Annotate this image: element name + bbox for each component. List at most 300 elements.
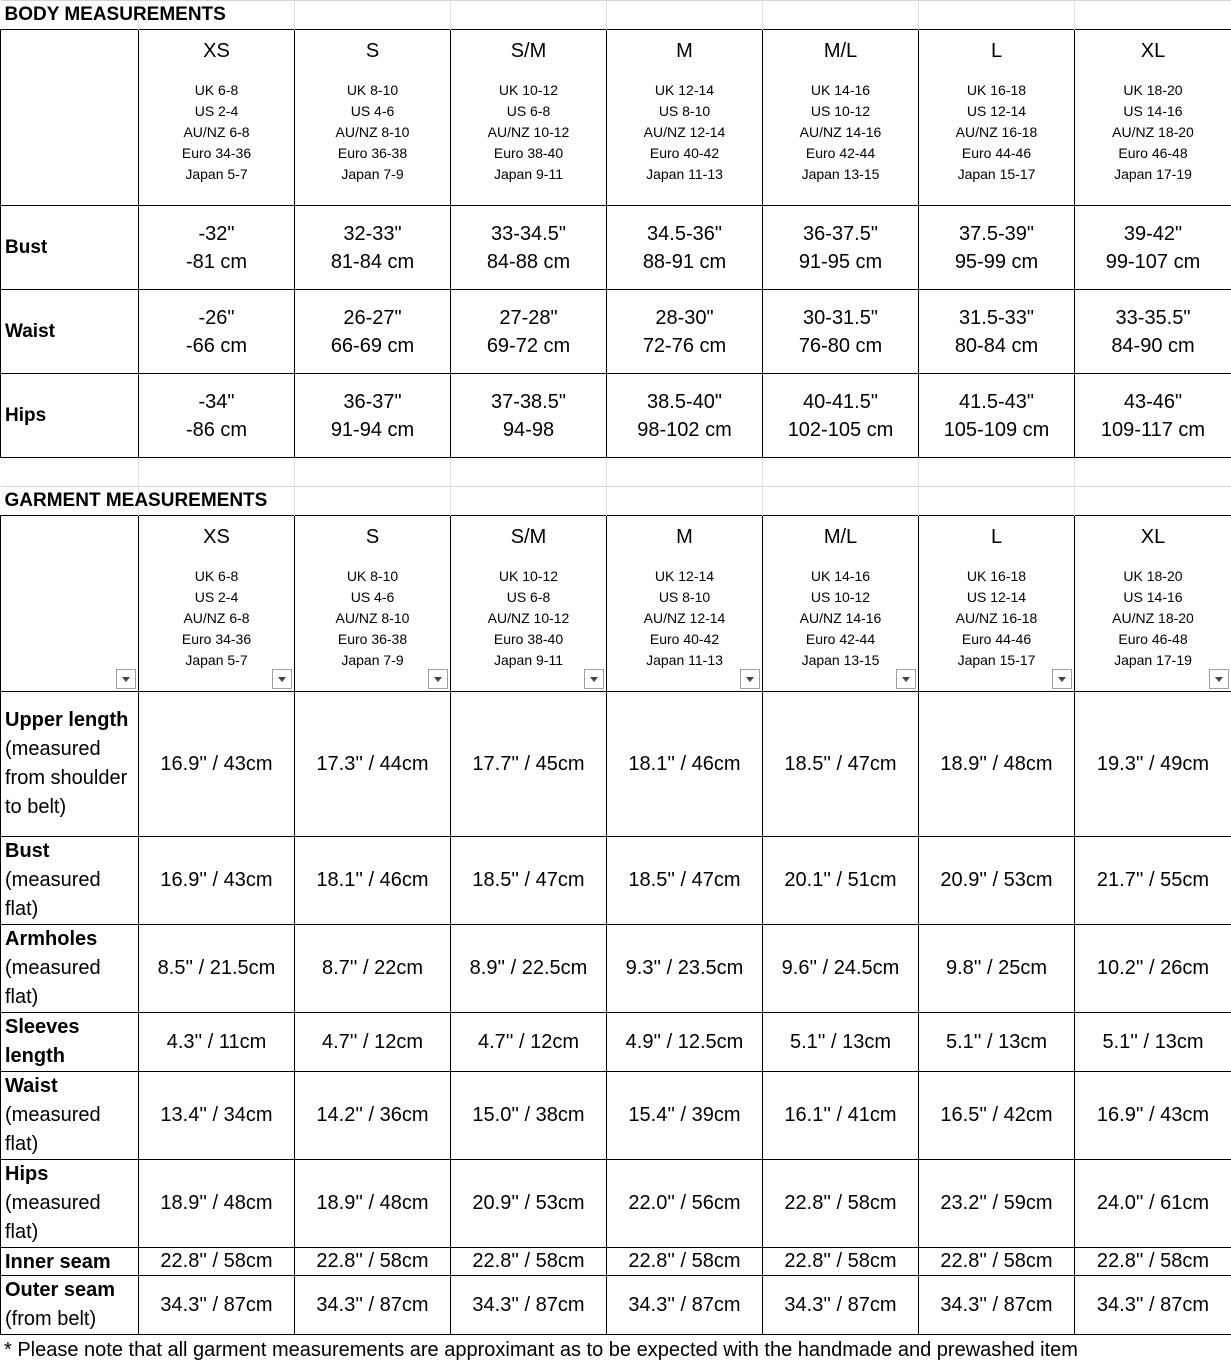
size-conversions [763, 80, 918, 185]
size-conversion-line: Japan 5-7 [185, 652, 248, 668]
size-conversion-line: AU/NZ 16-18 [955, 124, 1038, 140]
measurement-cell: 34.3'' / 87cm [607, 1276, 763, 1335]
measurement-value: 34.5-36" [647, 222, 722, 245]
measurement-value: 26-27" [343, 306, 402, 329]
measurement-value: 109-117 cm [1100, 418, 1206, 441]
size-header-cell [295, 516, 451, 692]
empty-cell [919, 1, 1075, 30]
size-conversion-line: Euro 38-40 [493, 145, 564, 161]
row-label [1, 1013, 139, 1072]
measurement-cell: 18.5'' / 47cm [763, 692, 919, 837]
empty-cell [919, 487, 1075, 516]
measurement-cell: 34.3'' / 87cm [763, 1276, 919, 1335]
measurement-cell: 20.9'' / 53cm [451, 1160, 607, 1248]
row-label-note: flat) [5, 1133, 39, 1155]
chevron-down-icon [902, 677, 910, 682]
size-conversion-line: UK 12-14 [654, 568, 715, 584]
size-conversion-line: Japan 17-19 [1114, 652, 1192, 668]
row-label [1, 1160, 139, 1248]
size-conversion-line: US 12-14 [966, 589, 1027, 605]
measurement-cell: 22.0'' / 56cm [607, 1160, 763, 1248]
size-conversion-line: AU/NZ 10-12 [487, 124, 570, 140]
size-conversions [451, 566, 606, 671]
size-name: S [365, 40, 380, 62]
measurement-cell [607, 206, 763, 290]
size-conversion-line: Japan 17-19 [1114, 166, 1192, 182]
empty-cell [451, 487, 607, 516]
measurement-cell [919, 374, 1075, 458]
measurement-cell: 23.2'' / 59cm [919, 1160, 1075, 1248]
size-conversion-line: Euro 46-48 [1118, 631, 1188, 647]
size-name: M [676, 40, 693, 62]
row-label [1, 1276, 139, 1335]
size-conversion-line: US 2-4 [194, 103, 239, 119]
size-name: M/L [823, 526, 858, 548]
measurement-cell: 18.9'' / 48cm [919, 692, 1075, 837]
measurement-value: -81 cm [185, 250, 248, 273]
row-label [1, 692, 139, 837]
size-header-cell [139, 30, 295, 206]
header-corner-cell [1, 516, 139, 692]
size-name: XL [1140, 526, 1166, 548]
row-label-note: flat) [5, 898, 39, 920]
size-conversion-line: AU/NZ 12-14 [643, 610, 726, 626]
measurement-cell: 5.1'' / 13cm [919, 1013, 1075, 1072]
filter-dropdown-button[interactable] [1052, 669, 1072, 689]
measurement-cell: 4.3'' / 11cm [139, 1013, 295, 1072]
size-conversion-line: US 8-10 [658, 103, 711, 119]
size-conversion-line: Japan 9-11 [493, 166, 563, 182]
size-conversion-line: UK 6-8 [194, 568, 239, 584]
size-conversion-line: US 10-12 [810, 103, 871, 119]
size-name: XS [203, 526, 230, 548]
measurement-cell: 4.7'' / 12cm [451, 1013, 607, 1072]
size-name: L [990, 40, 1003, 62]
measurement-value: 84-90 cm [1111, 334, 1195, 357]
measurement-value: 91-94 cm [330, 418, 415, 441]
size-conversion-line: Euro 46-48 [1118, 145, 1188, 161]
garment-measurement-row [1, 1013, 1231, 1072]
filter-dropdown-button[interactable] [272, 669, 292, 689]
size-conversion-line: AU/NZ 18-20 [1112, 610, 1194, 626]
measurement-cell: 14.2'' / 36cm [295, 1072, 451, 1160]
size-conversion-line: Japan 15-17 [957, 652, 1036, 668]
row-label-title: Inner seam [5, 1250, 111, 1273]
empty-cell [1075, 1, 1231, 30]
size-conversion-line: UK 8-10 [346, 82, 399, 98]
size-header-cell [607, 516, 763, 692]
size-conversions [1075, 80, 1231, 185]
size-conversion-line: US 14-16 [1123, 103, 1183, 119]
measurement-cell [1075, 374, 1231, 458]
row-label [1, 837, 139, 925]
size-conversions [919, 566, 1074, 671]
measurement-cell [295, 290, 451, 374]
measurement-cell: 34.3'' / 87cm [139, 1276, 295, 1335]
chevron-down-icon [1215, 677, 1223, 682]
row-label-note: (measured [5, 1104, 101, 1126]
row-label-note: from shoulder [5, 767, 128, 789]
measurement-cell [1075, 290, 1231, 374]
size-conversion-line: UK 6-8 [194, 82, 239, 98]
row-label-note: (measured [5, 738, 101, 760]
measurement-cell: 8.9'' / 22.5cm [451, 925, 607, 1013]
size-conversion-line: UK 16-18 [966, 82, 1027, 98]
size-header-cell [919, 30, 1075, 206]
header-corner-cell [1, 30, 139, 206]
measurement-value: 33-34.5" [491, 222, 566, 245]
size-conversion-line: Japan 11-13 [646, 166, 723, 182]
size-name: S/M [510, 40, 547, 62]
size-conversion-line: Euro 40-42 [649, 145, 720, 161]
measurement-cell: 18.5'' / 47cm [451, 837, 607, 925]
size-conversion-line: Japan 13-15 [801, 166, 880, 182]
size-header-cell [451, 30, 607, 206]
size-conversion-line: UK 16-18 [966, 568, 1027, 584]
garment-measurement-row [1, 692, 1231, 837]
measurement-cell: 9.6'' / 24.5cm [763, 925, 919, 1013]
garment-measurements-title-row [1, 487, 1231, 516]
measurement-cell: 9.8'' / 25cm [919, 925, 1075, 1013]
measurement-cell: 16.1'' / 41cm [763, 1072, 919, 1160]
measurement-cell [295, 374, 451, 458]
empty-cell [295, 458, 451, 487]
size-header-cell [1075, 30, 1231, 206]
size-conversion-line: Euro 34-36 [181, 145, 252, 161]
measurement-value: 31.5-33" [959, 306, 1034, 329]
size-conversion-line: Japan 5-7 [185, 166, 248, 182]
size-conversion-line: Euro 40-42 [649, 631, 720, 647]
measurement-cell: 20.9'' / 53cm [919, 837, 1075, 925]
measurement-cell [451, 206, 607, 290]
measurement-cell [763, 206, 919, 290]
size-name: M [676, 526, 693, 548]
size-conversion-line: AU/NZ 14-16 [799, 610, 882, 626]
size-conversion-line: US 4-6 [350, 103, 395, 119]
measurement-value: 37.5-39" [959, 222, 1034, 245]
measurement-cell: 16.9'' / 43cm [1075, 1072, 1231, 1160]
size-header-cell [451, 516, 607, 692]
measurement-value: 30-31.5" [803, 306, 878, 329]
measurement-cell [607, 290, 763, 374]
empty-cell [139, 458, 295, 487]
footnote: * Please note that all garment measurements are approximant as to be expected with the handmade and prewashed item [4, 1339, 1078, 1361]
measurement-cell: 17.3'' / 44cm [295, 692, 451, 837]
size-conversion-line: US 2-4 [194, 589, 239, 605]
row-label-title: Waist [5, 1075, 58, 1097]
size-conversion-line: UK 18-20 [1123, 82, 1183, 98]
measurement-cell: 22.8'' / 58cm [607, 1248, 763, 1276]
size-name: L [990, 526, 1003, 548]
size-conversion-line: Japan 11-13 [646, 652, 723, 668]
empty-cell [919, 458, 1075, 487]
size-name: S [365, 526, 380, 548]
measurement-value: 38.5-40" [647, 390, 722, 413]
empty-cell [607, 487, 763, 516]
size-conversion-line: Euro 42-44 [805, 145, 876, 161]
size-conversions [139, 80, 294, 185]
empty-cell [1075, 458, 1231, 487]
size-conversion-line: Euro 42-44 [805, 631, 876, 647]
empty-cell [607, 458, 763, 487]
filter-dropdown-button[interactable] [584, 669, 604, 689]
measurement-value: 27-28" [499, 306, 558, 329]
size-header-cell [763, 30, 919, 206]
measurement-value: 66-69 cm [330, 334, 415, 357]
measurement-value: 94-98 [502, 418, 555, 441]
measurement-value: 98-102 cm [637, 418, 732, 441]
size-header-cell [763, 516, 919, 692]
measurement-cell: 22.8'' / 58cm [763, 1248, 919, 1276]
size-conversion-line: UK 14-16 [810, 568, 871, 584]
size-conversions [139, 566, 294, 671]
size-conversion-line: US 12-14 [966, 103, 1027, 119]
measurement-cell [295, 206, 451, 290]
measurement-value: -34" [198, 390, 235, 413]
measurement-value: 95-99 cm [954, 250, 1039, 273]
size-conversion-line: Japan 7-9 [341, 166, 404, 182]
measurement-cell: 8.7'' / 22cm [295, 925, 451, 1013]
size-conversion-line: Euro 36-38 [337, 631, 408, 647]
size-conversions [607, 566, 762, 671]
size-header-cell [295, 30, 451, 206]
size-conversion-line: US 10-12 [810, 589, 871, 605]
size-conversion-line: Japan 9-11 [493, 652, 563, 668]
measurement-value: 37-38.5" [491, 390, 566, 413]
empty-cell [1, 458, 139, 487]
size-header-cell [607, 30, 763, 206]
measurement-value: 36-37" [343, 390, 402, 413]
measurement-cell: 17.7'' / 45cm [451, 692, 607, 837]
filter-dropdown-button[interactable] [896, 669, 916, 689]
row-label: Waist [1, 290, 139, 374]
measurement-cell: 24.0'' / 61cm [1075, 1160, 1231, 1248]
measurement-value: 36-37.5" [803, 222, 878, 245]
spacer-row [1, 458, 1231, 487]
empty-cell [451, 1, 607, 30]
empty-cell [763, 458, 919, 487]
row-label [1, 1072, 139, 1160]
size-conversion-line: Euro 44-46 [961, 145, 1032, 161]
size-conversion-line: Euro 34-36 [181, 631, 252, 647]
measurement-cell [139, 206, 295, 290]
row-label-title: Armholes [5, 928, 98, 950]
size-conversion-line: UK 18-20 [1123, 568, 1183, 584]
measurement-cell [451, 374, 607, 458]
size-conversion-line: US 6-8 [506, 589, 551, 605]
size-conversion-line: US 4-6 [350, 589, 395, 605]
row-label [1, 1248, 139, 1276]
measurement-value: 88-91 cm [642, 250, 727, 273]
measurement-value: 69-72 cm [486, 334, 571, 357]
row-label [1, 925, 139, 1013]
body-measurement-row [1, 374, 1231, 458]
filter-dropdown-button[interactable] [1209, 669, 1229, 689]
measurement-cell: 15.0'' / 38cm [451, 1072, 607, 1160]
body-size-header-row [1, 30, 1231, 206]
measurement-cell: 22.8'' / 58cm [139, 1248, 295, 1276]
filter-dropdown-button[interactable] [116, 669, 136, 689]
measurement-value: 84-88 cm [486, 250, 571, 273]
row-label-note: (measured [5, 957, 101, 979]
size-conversion-line: Japan 15-17 [957, 166, 1036, 182]
measurement-cell: 4.9'' / 12.5cm [607, 1013, 763, 1072]
empty-cell [763, 1, 919, 30]
chevron-down-icon [590, 677, 598, 682]
row-label-note: (measured [5, 1192, 101, 1214]
measurement-value: 41.5-43" [959, 390, 1034, 413]
size-conversion-line: Euro 44-46 [961, 631, 1032, 647]
row-label-title: Upper length [5, 709, 129, 731]
garment-measurement-row [1, 1248, 1231, 1276]
size-conversions [919, 80, 1074, 185]
measurement-value: -86 cm [185, 418, 248, 441]
measurement-cell [139, 290, 295, 374]
measurement-cell [139, 374, 295, 458]
measurement-cell: 18.1'' / 46cm [295, 837, 451, 925]
measurement-value: 102-105 cm [787, 418, 894, 441]
size-conversions [295, 80, 450, 185]
measurement-cell: 19.3'' / 49cm [1075, 692, 1231, 837]
garment-measurements-title: GARMENT MEASUREMENTS [1, 487, 139, 516]
size-conversions [1075, 566, 1231, 671]
row-label-title: Hips [5, 1163, 49, 1185]
body-measurement-row [1, 290, 1231, 374]
size-conversion-line: US 6-8 [506, 103, 551, 119]
measurement-cell: 5.1'' / 13cm [763, 1013, 919, 1072]
measurement-cell [919, 206, 1075, 290]
measurement-value: 43-46" [1123, 390, 1183, 413]
measurement-cell: 20.1'' / 51cm [763, 837, 919, 925]
measurement-cell: 22.8'' / 58cm [295, 1248, 451, 1276]
measurement-cell: 13.4'' / 34cm [139, 1072, 295, 1160]
measurement-cell: 18.9'' / 48cm [295, 1160, 451, 1248]
row-label-title: Sleeves length [5, 1016, 80, 1067]
measurement-cell: 34.3'' / 87cm [1075, 1276, 1231, 1335]
measurement-value: 28-30" [655, 306, 714, 329]
row-label-note: (measured [5, 869, 101, 891]
measurement-cell [763, 290, 919, 374]
garment-measurement-row [1, 1072, 1231, 1160]
size-header-cell [139, 516, 295, 692]
size-conversion-line: AU/NZ 6-8 [183, 124, 250, 140]
measurement-value: -66 cm [185, 334, 248, 357]
measurement-cell: 34.3'' / 87cm [919, 1276, 1075, 1335]
empty-cell [295, 1, 451, 30]
measurement-value: 39-42" [1123, 222, 1183, 245]
filter-dropdown-button[interactable] [428, 669, 448, 689]
measurement-value: 33-35.5" [1115, 306, 1191, 329]
row-label-note: (from belt) [5, 1308, 97, 1330]
measurement-value: 80-84 cm [954, 334, 1039, 357]
chevron-down-icon [746, 677, 754, 682]
measurement-cell: 15.4'' / 39cm [607, 1072, 763, 1160]
body-measurement-row [1, 206, 1231, 290]
size-name: XS [203, 40, 230, 62]
measurement-cell: 9.3'' / 23.5cm [607, 925, 763, 1013]
size-header-cell [919, 516, 1075, 692]
size-conversions [763, 566, 918, 671]
size-conversion-line: UK 10-12 [498, 568, 559, 584]
body-measurements-title-row [1, 1, 1231, 30]
measurement-cell: 34.3'' / 87cm [295, 1276, 451, 1335]
measurement-value: 81-84 cm [330, 250, 415, 273]
empty-cell [295, 487, 451, 516]
size-conversion-line: AU/NZ 12-14 [643, 124, 726, 140]
chevron-down-icon [434, 677, 442, 682]
measurement-cell: 22.8'' / 58cm [919, 1248, 1075, 1276]
size-conversion-line: AU/NZ 14-16 [799, 124, 882, 140]
size-header-cell [1075, 516, 1231, 692]
measurement-cell: 16.5'' / 42cm [919, 1072, 1075, 1160]
measurement-value: 91-95 cm [798, 250, 883, 273]
size-conversion-line: UK 14-16 [810, 82, 871, 98]
size-conversion-line: US 14-16 [1123, 589, 1183, 605]
measurement-cell: 10.2'' / 26cm [1075, 925, 1231, 1013]
row-label-note: flat) [5, 986, 39, 1008]
measurement-value: 32-33" [343, 222, 402, 245]
measurement-cell: 22.8'' / 58cm [763, 1160, 919, 1248]
chevron-down-icon [278, 677, 286, 682]
measurement-value: 105-109 cm [943, 418, 1050, 441]
size-conversion-line: AU/NZ 16-18 [955, 610, 1038, 626]
measurement-cell: 5.1'' / 13cm [1075, 1013, 1231, 1072]
garment-size-header-row [1, 516, 1231, 692]
empty-cell [607, 1, 763, 30]
chevron-down-icon [122, 677, 130, 682]
row-label-title: Bust [5, 840, 50, 862]
size-conversion-line: Japan 13-15 [801, 652, 880, 668]
row-label: Bust [1, 206, 139, 290]
measurement-cell [763, 374, 919, 458]
measurement-cell [1075, 206, 1231, 290]
row-label-note: flat) [5, 1221, 39, 1243]
garment-measurement-row [1, 925, 1231, 1013]
size-conversion-line: UK 10-12 [498, 82, 559, 98]
size-conversion-line: AU/NZ 8-10 [335, 610, 410, 626]
empty-cell [1075, 487, 1231, 516]
size-conversions [295, 566, 450, 671]
measurement-cell: 22.8'' / 58cm [451, 1248, 607, 1276]
measurement-cell: 21.7'' / 55cm [1075, 837, 1231, 925]
row-label-note: to belt) [5, 796, 67, 818]
measurement-cell: 34.3'' / 87cm [451, 1276, 607, 1335]
row-label-title: Outer seam [5, 1279, 116, 1301]
row-label: Hips [1, 374, 139, 458]
empty-cell [763, 487, 919, 516]
measurement-cell [607, 374, 763, 458]
measurement-cell: 16.9'' / 43cm [139, 837, 295, 925]
measurement-cell: 8.5'' / 21.5cm [139, 925, 295, 1013]
measurement-cell: 22.8'' / 58cm [1075, 1248, 1231, 1276]
measurement-value: -32" [198, 222, 235, 245]
size-conversion-line: AU/NZ 6-8 [183, 610, 250, 626]
chevron-down-icon [1058, 677, 1066, 682]
size-conversions [451, 80, 606, 185]
measurement-value: -26" [198, 306, 235, 329]
measurement-value: 40-41.5" [803, 390, 878, 413]
garment-measurement-row [1, 837, 1231, 925]
measurement-cell [451, 290, 607, 374]
measurement-value: 99-107 cm [1105, 250, 1201, 273]
measurement-value: 76-80 cm [798, 334, 883, 357]
measurement-cell: 18.5'' / 47cm [607, 837, 763, 925]
size-conversion-line: US 8-10 [658, 589, 711, 605]
measurement-cell: 18.1'' / 46cm [607, 692, 763, 837]
size-conversion-line: AU/NZ 10-12 [487, 610, 570, 626]
size-conversion-line: Euro 36-38 [337, 145, 408, 161]
filter-dropdown-button[interactable] [740, 669, 760, 689]
